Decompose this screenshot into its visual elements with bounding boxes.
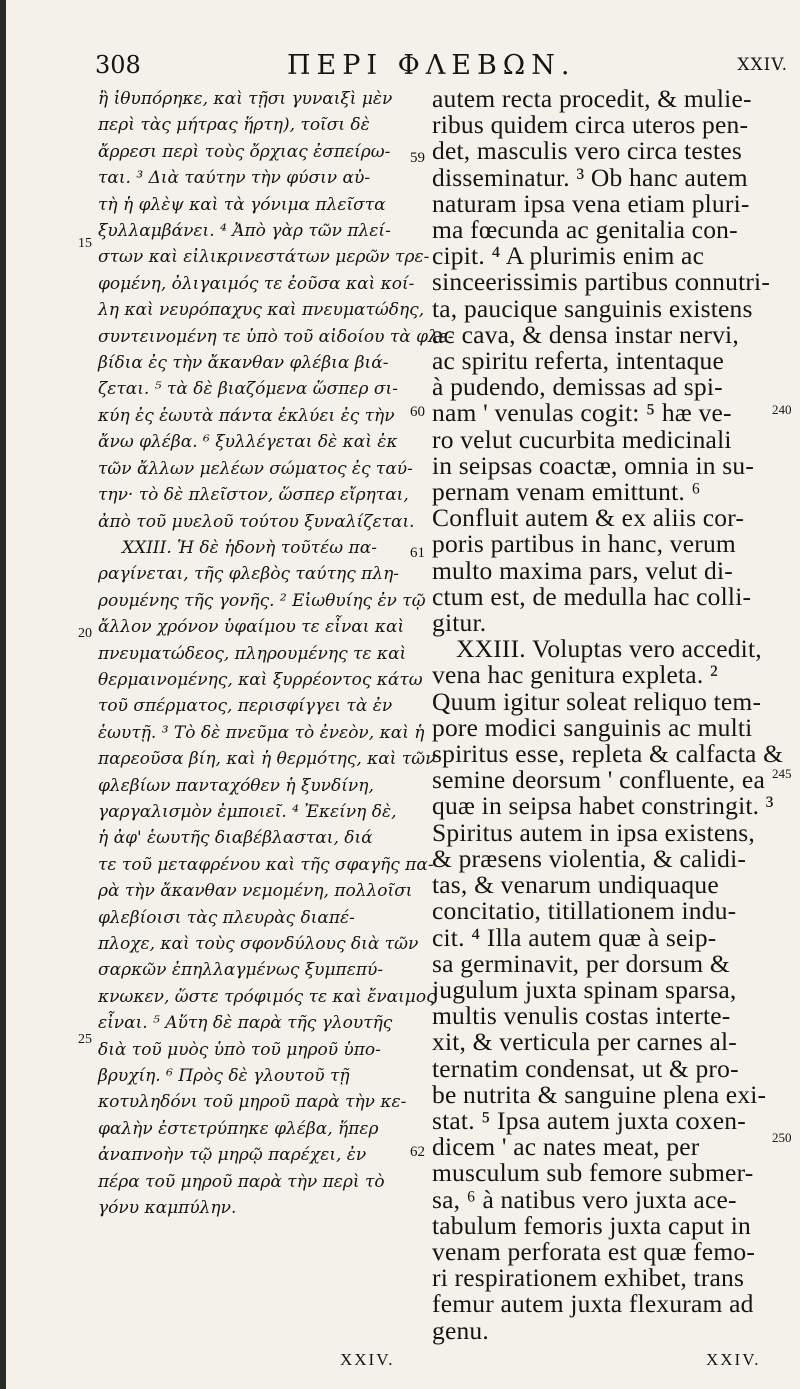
greek-text-line: περὶ τὰς μήτρας ἥρτη), τοῖσι δὲ bbox=[98, 115, 370, 136]
latin-text-line: à pudendo, demissas ad spi- bbox=[432, 372, 723, 402]
greek-text-line: ἄνω φλέβα. ⁶ ξυλλέγεται δὲ καὶ ἐκ bbox=[98, 432, 398, 453]
greek-text-line: ἑωυτῇ. ³ Τὸ δὲ πνεῦμα τὸ ἐνεὸν, καὶ ἡ bbox=[98, 722, 425, 743]
latin-text-line: quæ in seipsa habet constringit. ³ bbox=[432, 791, 774, 821]
greek-text-line: εἶναι. ⁵ Αὕτη δὲ παρὰ τῆς γλουτῆς bbox=[98, 1013, 393, 1034]
reference-number-61: 61 bbox=[410, 545, 425, 561]
greek-text-line: βρυχίη. ⁶ Πρὸς δὲ γλουτοῦ τῇ bbox=[98, 1066, 350, 1087]
latin-text-line: ri respirationem exhibet, trans bbox=[432, 1263, 745, 1293]
greek-text-line: πλοχε, καὶ τοὺς σφονδύλους διὰ τῶν bbox=[98, 934, 419, 954]
latin-text-line: xit, & verticula per carnes al- bbox=[432, 1027, 737, 1057]
latin-text-line: semine deorsum ' confluente, ea bbox=[432, 765, 765, 795]
latin-text-line: stat. ⁵ Ipsa autem juxta coxen- bbox=[432, 1105, 746, 1135]
greek-text-line: ξυλλαμβάνει. ⁴ Ἀπὸ γὰρ τῶν πλεί- bbox=[98, 221, 391, 242]
greek-text-line: τῶν ἄλλων μελέων σώματος ἐς ταύ- bbox=[98, 458, 413, 479]
latin-text-line: sinceerissimis partibus connutri- bbox=[432, 267, 771, 297]
greek-text-line: συντεινομένη τε ὑπὸ τοῦ αἰδοίου τὰ φλε- bbox=[98, 326, 454, 347]
latin-text-line: cit. ⁴ Illa autem quæ à seip- bbox=[432, 922, 717, 952]
latin-text-line: Confluit autem & ex aliis cor- bbox=[432, 503, 745, 533]
latin-text-line: in seipsas coactæ, omnia in su- bbox=[432, 450, 755, 480]
section-mark: XXIV. bbox=[737, 55, 788, 75]
reference-number-59: 59 bbox=[410, 150, 425, 166]
page-number: 308 bbox=[95, 51, 141, 79]
greek-text-line: τε τοῦ μεταφρένου καὶ τῆς σφαγῆς πα- bbox=[98, 854, 434, 875]
greek-text-line: πέρα τοῦ μηροῦ παρὰ τὴν περὶ τὸ bbox=[98, 1171, 385, 1192]
greek-text-line: βίδια ἐς τὴν ἄκανθαν φλέβια βιά- bbox=[98, 353, 389, 374]
greek-text-line: παρεοῦσα βίη, καὶ ἡ θερμότης, καὶ τῶν bbox=[98, 749, 436, 770]
binding-gutter bbox=[0, 0, 6, 1389]
latin-text-line: ac cava, & densa instar nervi, bbox=[432, 319, 739, 349]
latin-text-line: jugulum juxta spinam sparsa, bbox=[432, 974, 737, 1004]
page-ref-250: 250 bbox=[772, 1130, 792, 1145]
latin-text-line: poris partibus in hanc, verum bbox=[432, 529, 736, 559]
latin-text-line: ro velut cucurbita medicinali bbox=[432, 424, 732, 454]
latin-text-line: musculum sub femore submer- bbox=[432, 1158, 754, 1188]
reference-number-62: 62 bbox=[410, 1144, 425, 1160]
latin-text-line: tas, & venarum undiquaque bbox=[432, 870, 719, 900]
latin-text-line: ta, paucique sanguinis existens bbox=[432, 293, 753, 323]
greek-text-line: διὰ τοῦ μυὸς ὑπὸ τοῦ μηροῦ ὑπο- bbox=[98, 1039, 381, 1060]
greek-text-line: ἀπὸ τοῦ μυελοῦ τούτου ξυναλίζεται. bbox=[98, 511, 415, 532]
page-ref-245: 245 bbox=[772, 766, 792, 781]
greek-text-line: στων καὶ εἰλικρινεστάτων μερῶν τρε- bbox=[98, 247, 430, 268]
latin-text-line: multis venulis costas interte- bbox=[432, 1001, 731, 1031]
greek-text-line: την· τὸ δὲ πλεῖστον, ὥσπερ εἴρηται, bbox=[98, 485, 409, 506]
greek-text-line: κύη ἐς ἑωυτὰ πάντα ἐκλύει ἐς τὴν bbox=[98, 405, 395, 426]
greek-text-line: ἡ ἀφ' ἑωυτῆς διαβέβλασται, διά bbox=[98, 828, 373, 849]
latin-text-line: disseminatur. ³ Ob hanc autem bbox=[432, 162, 748, 192]
greek-text-line: φλεβίων πανταχόθεν ἡ ξυνδίνη, bbox=[98, 775, 374, 796]
latin-text-line: concitatio, titillationem indu- bbox=[432, 896, 737, 926]
greek-text-line: ραγίνεται, τῆς φλεβὸς ταύτης πλη- bbox=[98, 564, 400, 585]
latin-text-line: cipit. ⁴ A plurimis enim ac bbox=[432, 241, 705, 271]
greek-text-line: ρὰ τὴν ἄκανθαν νεμομένη, πολλοῖσι bbox=[98, 881, 413, 902]
latin-text-line: det, masculis vero circa testes bbox=[432, 136, 742, 166]
greek-text-line: φομένη, ὀλιγαιμός τε ἐοῦσα καὶ κοί- bbox=[98, 273, 415, 294]
greek-text-line: ζεται. ⁵ τὰ δὲ βιαζόμενα ὥσπερ σι- bbox=[98, 379, 398, 400]
catchword-left: XXIV. bbox=[340, 1350, 395, 1369]
latin-text-line: naturam ipsa vena etiam pluri- bbox=[432, 188, 750, 218]
latin-text-line: nam ' venulas cogit: ⁵ hæ ve- bbox=[432, 398, 732, 428]
latin-text-column bbox=[432, 86, 790, 1344]
greek-text-line: γαργαλισμὸν ἐμποιεῖ. ⁴ Ἐκείνη δὲ, bbox=[98, 801, 397, 822]
latin-text-line: venam perforata est quæ femo- bbox=[432, 1236, 756, 1266]
latin-text-line: Quum igitur soleat reliquo tem- bbox=[432, 686, 762, 716]
latin-text-line: autem recta procedit, & mulie- bbox=[432, 84, 752, 113]
greek-text-line: ἄλλον χρόνον ὑφαίμου τε εἶναι καὶ bbox=[98, 617, 405, 638]
page-ref-240: 240 bbox=[772, 402, 792, 417]
latin-text-line: vena hac genitura expleta. ² bbox=[432, 660, 718, 690]
greek-text-line: ἀναπνοὴν τῷ μηρῷ παρέχει, ἐν bbox=[98, 1145, 367, 1166]
page-header bbox=[95, 48, 788, 82]
greek-text-line: λη καὶ νευρόπαχυς καὶ πνευματώδης, bbox=[98, 300, 425, 321]
greek-text-line: φαλὴν ἐστετρύπηκε φλέβα, ἥπερ bbox=[98, 1118, 379, 1139]
latin-text-line: dicem ' ac nates meat, per bbox=[432, 1132, 700, 1162]
greek-text-line: πνευματώδεος, πληρουμένης τε καὶ bbox=[98, 643, 407, 664]
catchword-right: XXIV. bbox=[706, 1350, 761, 1369]
greek-text-line: θερμαινομένης, καὶ ξυρρέοντος κάτω bbox=[98, 669, 423, 690]
greek-text-line: κοτυληδόνι τοῦ μηροῦ παρὰ τὴν κε- bbox=[98, 1092, 407, 1113]
greek-text-line: ρουμένης τῆς γονῆς. ² Εἰωθυίης ἐν τῷ bbox=[98, 590, 426, 611]
latin-text-line: multo maxima pars, velut di- bbox=[432, 555, 733, 585]
latin-text-line: XXIII. Voluptas vero accedit, bbox=[456, 634, 762, 664]
greek-text-line: ἄρρεσι περὶ τοὺς ὄρχιας ἐσπείρω- bbox=[98, 141, 391, 162]
greek-text-line: κνωκεν, ὥστε τρόφιμός τε καὶ ἔναιμος bbox=[98, 986, 436, 1007]
latin-text-line: ribus quidem circa uteros pen- bbox=[432, 110, 749, 140]
latin-text-line: femur autem juxta flexuram ad bbox=[432, 1289, 754, 1319]
latin-text-line: be nutrita & sanguine plena exi- bbox=[432, 1079, 767, 1109]
line-number-25: 25 bbox=[78, 1032, 92, 1047]
latin-text-line: pore modici sanguinis ac multi bbox=[432, 712, 753, 742]
greek-text-line: ἢ ἰθυπόρηκε, καὶ τῇσι γυναιξὶ μὲν bbox=[98, 89, 393, 109]
latin-text-line: sa germinavit, per dorsum & bbox=[432, 948, 730, 978]
latin-text-line: sa, ⁶ à natibus vero juxta ace- bbox=[432, 1184, 737, 1214]
line-number-20: 20 bbox=[78, 626, 92, 641]
greek-text-line: φλεβίοισι τὰς πλευρὰς διαπέ- bbox=[98, 907, 355, 928]
latin-text-line: Spiritus autem in ipsa existens, bbox=[432, 817, 755, 847]
latin-text-line: ma fœcunda ac genitalia con- bbox=[432, 215, 738, 245]
line-number-15: 15 bbox=[78, 236, 92, 251]
greek-text-line: σαρκῶν ἐπηλλαγμένως ξυμπεπύ- bbox=[98, 960, 384, 981]
reference-number-60: 60 bbox=[410, 404, 425, 420]
latin-text-line: genu. bbox=[432, 1315, 489, 1345]
latin-text-line: & præsens violentia, & calidi- bbox=[432, 843, 747, 873]
running-title: ΠΕΡΙ ΦΛΕΒΩΝ. bbox=[286, 49, 576, 81]
greek-text-line: τὴ ἡ φλὲψ καὶ τὰ γόνιμα πλεῖστα bbox=[98, 194, 386, 215]
latin-text-line: ctum est, de medulla hac colli- bbox=[432, 581, 752, 611]
latin-text-line: ac spiritu referta, intentaque bbox=[432, 346, 725, 376]
greek-text-line: XXIII. Ἡ δὲ ἡδονὴ τοῦτέω πα- bbox=[122, 537, 377, 558]
latin-text-line: ternatim condensat, ut & pro- bbox=[432, 1053, 739, 1083]
latin-text-line: pernam venam emittunt. ⁶ bbox=[432, 477, 701, 507]
greek-text-line: ται. ³ Διὰ ταύτην τὴν φύσιν αὐ- bbox=[98, 168, 371, 189]
latin-text-line: gitur. bbox=[432, 608, 487, 638]
greek-text-line: τοῦ σπέρματος, περισφίγγει τὰ ἐν bbox=[98, 696, 393, 717]
greek-text-line: γόνυ καμπύλην. bbox=[98, 1198, 237, 1219]
latin-text-line: tabulum femoris juxta caput in bbox=[432, 1210, 752, 1240]
latin-text-line: spiritus esse, repleta & calfacta & bbox=[432, 739, 784, 769]
